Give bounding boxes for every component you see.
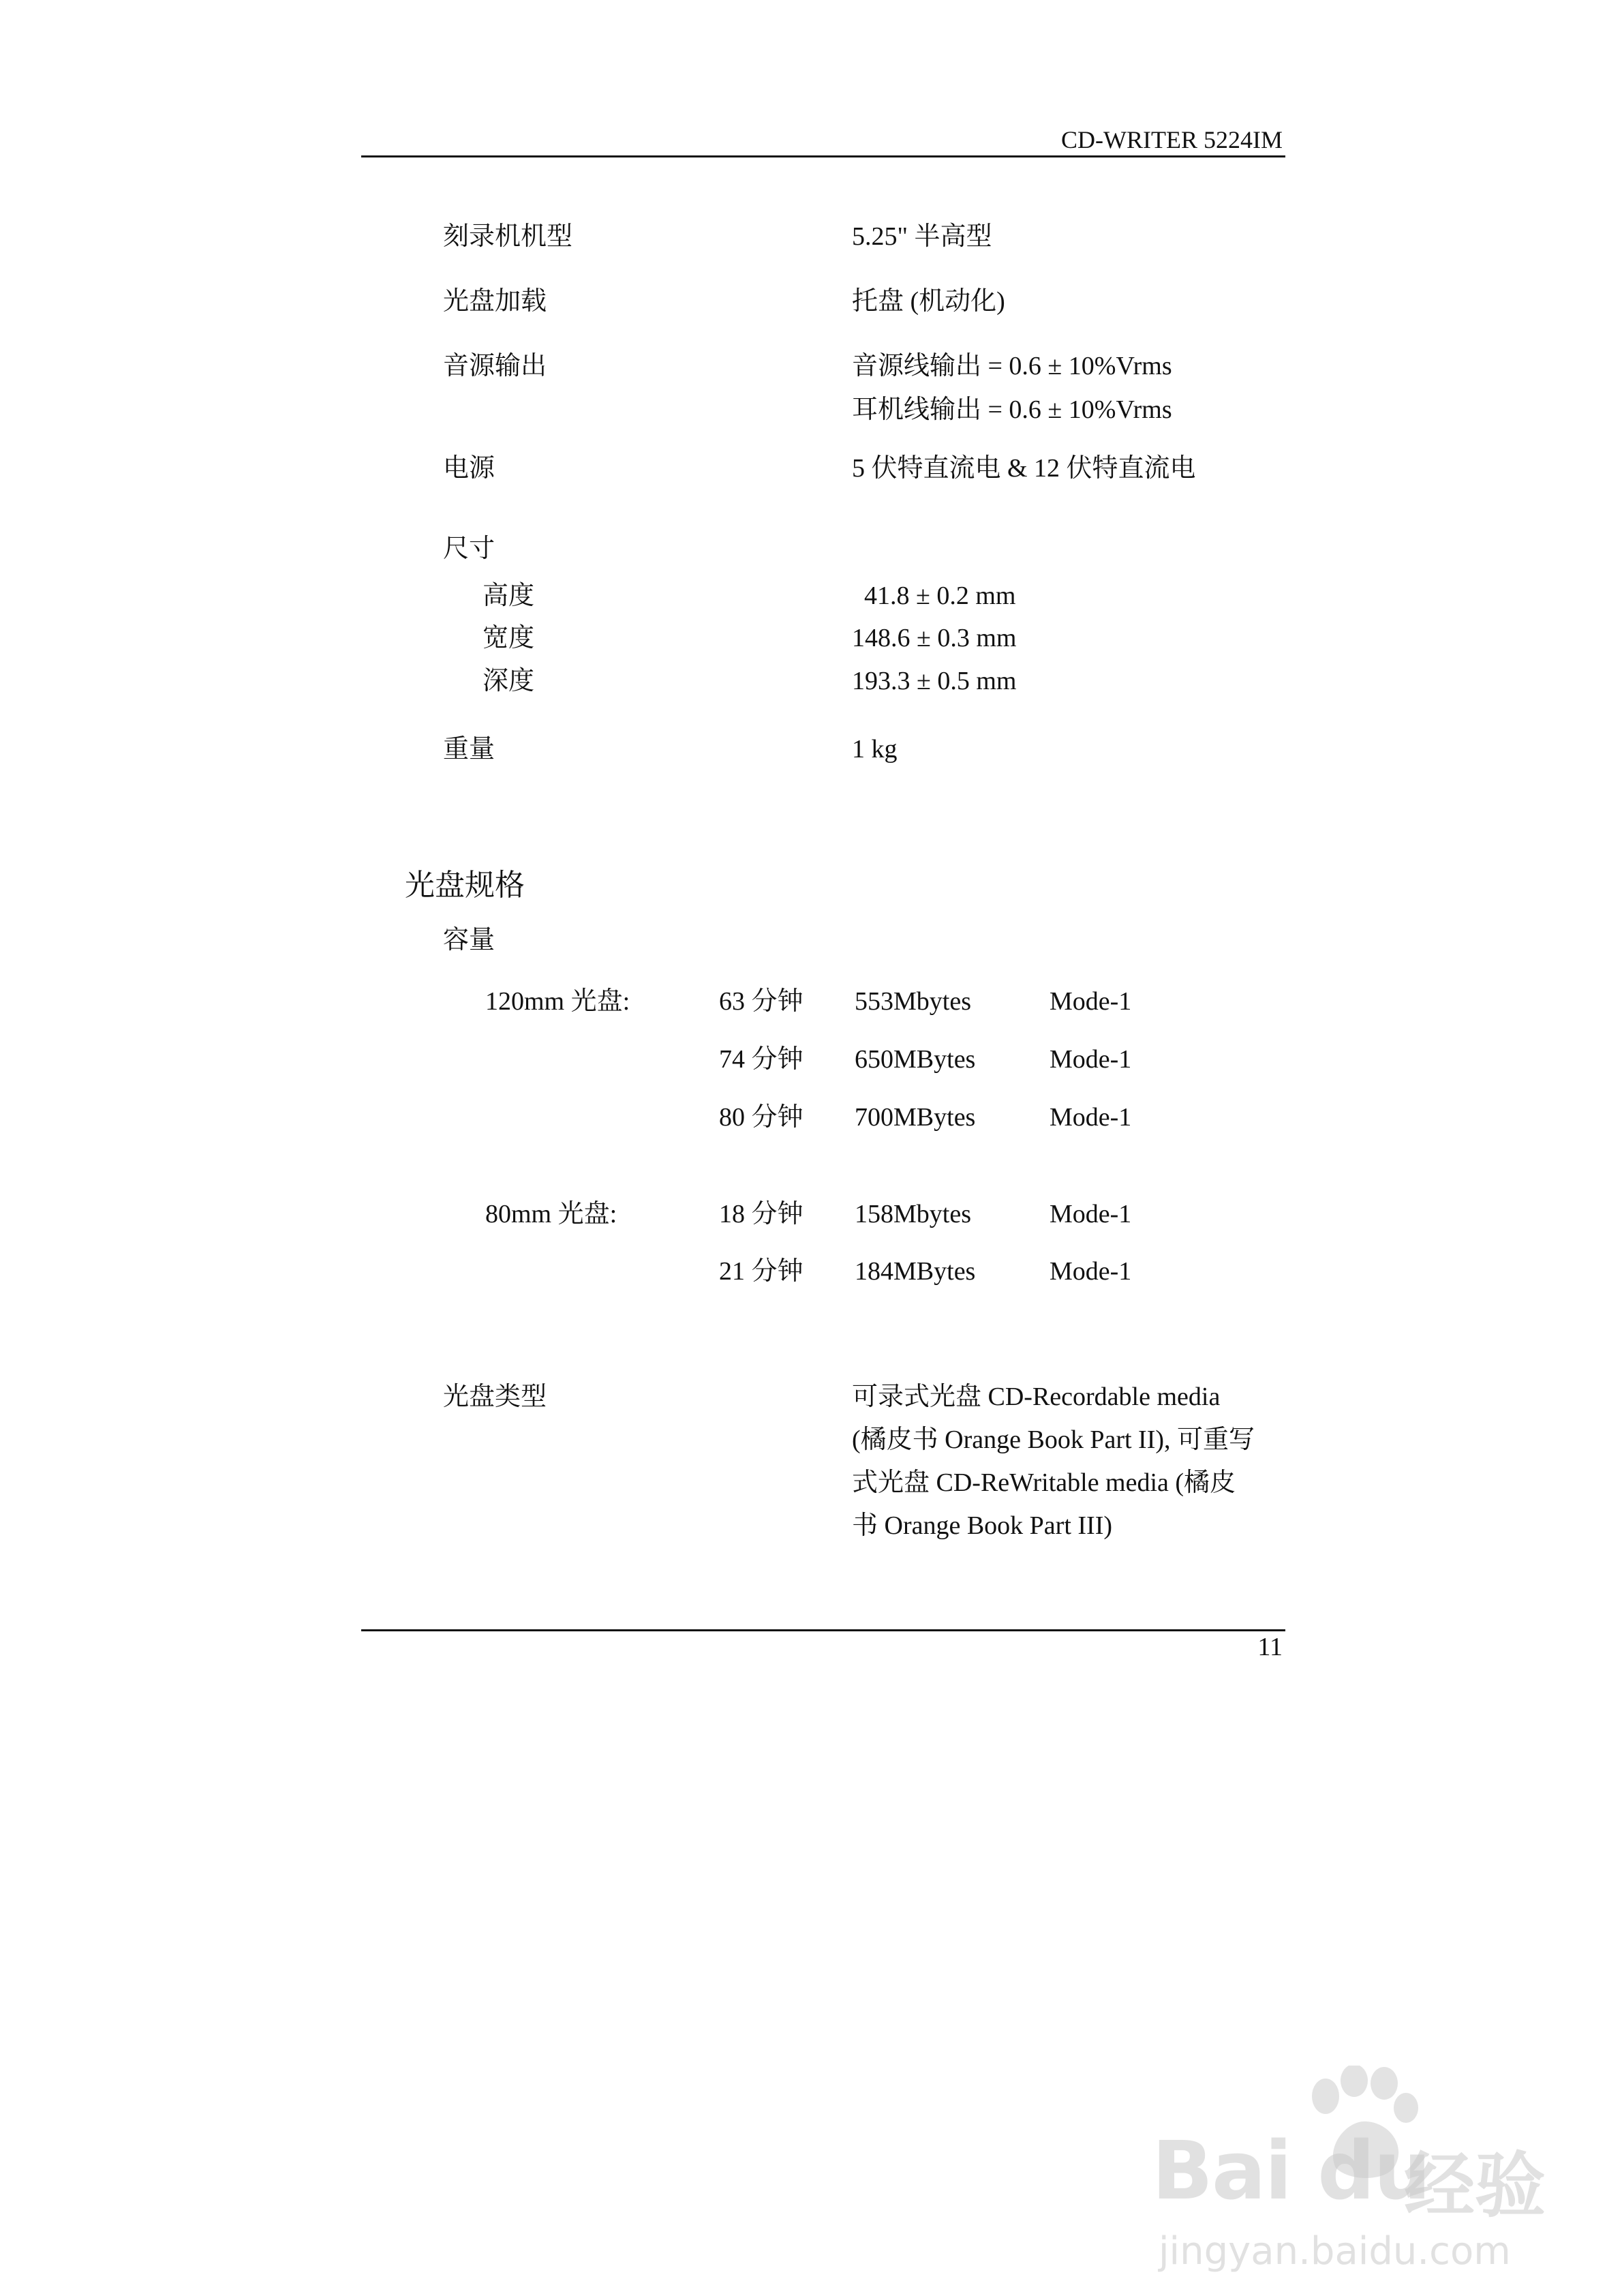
dimension-label-width: 宽度 — [483, 624, 535, 652]
capacity-minutes: 80 分钟 — [719, 1103, 804, 1132]
watermark-url: jingyan.baidu.com — [1159, 2229, 1511, 2274]
dimension-value-depth: 193.3 ± 0.5 mm — [852, 667, 1017, 695]
capacity-label: 容量 — [443, 926, 495, 954]
disc-type-line: 可录式光盘 CD-Recordable media — [852, 1383, 1221, 1411]
spec-value-audio-headphone: 耳机线输出 = 0.6 ± 10%Vrms — [852, 395, 1172, 424]
capacity-mode: Mode-1 — [1050, 1045, 1132, 1074]
capacity-mode: Mode-1 — [1050, 1257, 1132, 1286]
weight-label: 重量 — [443, 735, 495, 764]
header-title: CD-WRITER 5224IM — [1061, 126, 1283, 153]
spec-value-audio-line: 音源线输出 = 0.6 ± 10%Vrms — [852, 352, 1172, 380]
dimension-value-height: 41.8 ± 0.2 mm — [864, 581, 1016, 610]
disc-type-label: 光盘类型 — [443, 1383, 547, 1411]
capacity-bytes: 184MBytes — [855, 1257, 976, 1286]
header-rule — [361, 155, 1285, 157]
spec-label-audio: 音源输出 — [443, 352, 547, 380]
watermark-brand-cn: 经验 — [1404, 2144, 1546, 2227]
section-heading-disc-spec: 光盘规格 — [405, 868, 525, 902]
disc-size-80mm: 80mm 光盘: — [485, 1200, 617, 1228]
capacity-mode: Mode-1 — [1050, 987, 1132, 1016]
capacity-minutes: 21 分钟 — [719, 1257, 804, 1286]
capacity-mode: Mode-1 — [1050, 1200, 1132, 1228]
baidu-watermark — [1152, 2066, 1561, 2277]
weight-value: 1 kg — [852, 735, 898, 764]
spec-value-power: 5 伏特直流电 & 12 伏特直流电 — [852, 454, 1196, 483]
capacity-minutes: 63 分钟 — [719, 987, 804, 1016]
capacity-minutes: 74 分钟 — [719, 1045, 804, 1074]
spec-label-model: 刻录机机型 — [443, 222, 573, 251]
dimension-label-height: 高度 — [483, 581, 535, 610]
page-number: 11 — [1257, 1633, 1283, 1661]
disc-type-line: (橘皮书 Orange Book Part II), 可重写 — [852, 1425, 1255, 1454]
spec-label-loading: 光盘加载 — [443, 287, 547, 316]
dimensions-label: 尺寸 — [443, 534, 495, 563]
dimension-value-width: 148.6 ± 0.3 mm — [852, 624, 1017, 652]
spec-value-loading: 托盘 (机动化) — [852, 287, 1005, 316]
disc-type-line: 式光盘 CD-ReWritable media (橘皮 — [852, 1468, 1236, 1497]
watermark-brand: Bai du — [1152, 2124, 1430, 2218]
dimension-label-depth: 深度 — [483, 667, 535, 695]
spec-value-model: 5.25" 半高型 — [852, 222, 992, 251]
capacity-mode: Mode-1 — [1050, 1103, 1132, 1132]
footer-rule — [361, 1629, 1285, 1631]
capacity-bytes: 553Mbytes — [855, 987, 971, 1016]
capacity-bytes: 650MBytes — [855, 1045, 976, 1074]
capacity-bytes: 158Mbytes — [855, 1200, 971, 1228]
disc-type-line: 书 Orange Book Part III) — [852, 1511, 1113, 1540]
spec-label-power: 电源 — [443, 454, 495, 483]
disc-size-120mm: 120mm 光盘: — [485, 987, 630, 1016]
capacity-bytes: 700MBytes — [855, 1103, 976, 1132]
capacity-minutes: 18 分钟 — [719, 1200, 804, 1228]
